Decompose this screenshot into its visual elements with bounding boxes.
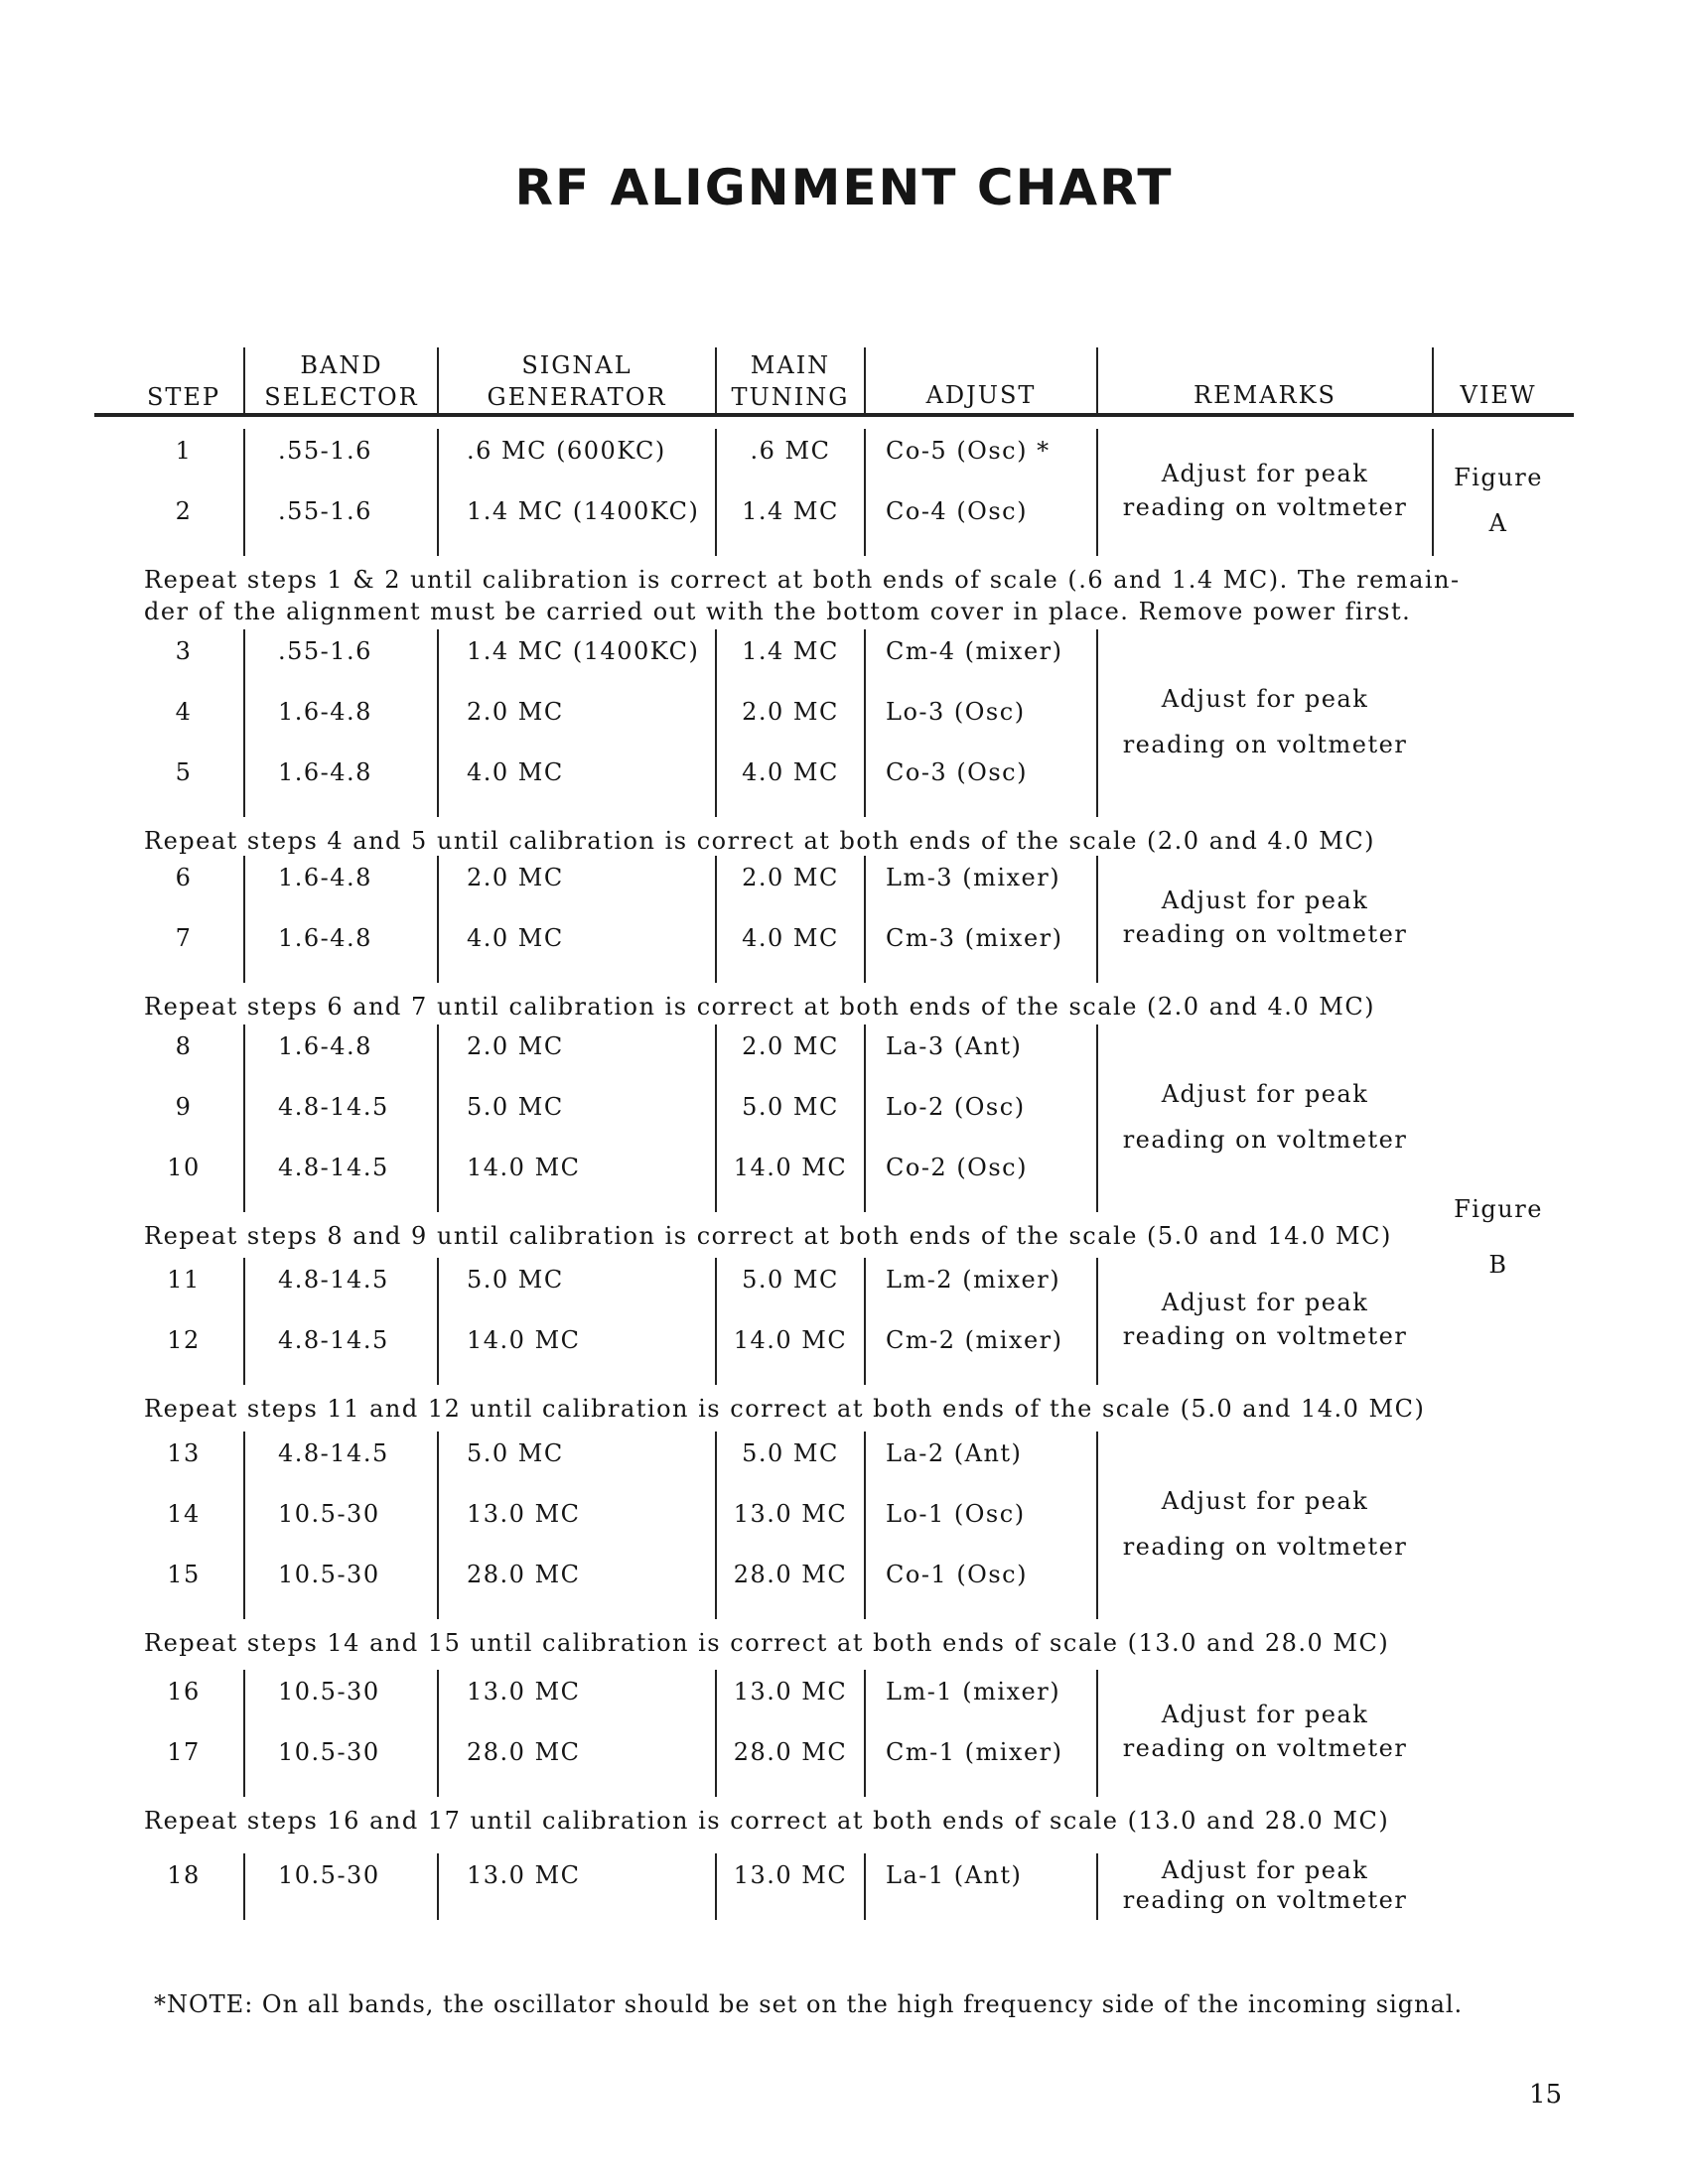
column-divider <box>437 856 439 983</box>
cell-remarks <box>1098 1698 1432 1765</box>
cell-tuning: 2.0 MC <box>742 864 839 891</box>
column-divider <box>243 856 245 983</box>
remarks-line: reading on voltmeter <box>1122 1322 1408 1350</box>
cell-step: 16 <box>167 1678 201 1706</box>
cell-step: 3 <box>175 637 193 665</box>
cell-signal: 2.0 MC <box>467 698 564 726</box>
cell-signal: 28.0 MC <box>467 1561 581 1588</box>
repeat-instruction <box>144 1627 1389 1659</box>
cell-signal: 1.4 MC (1400KC) <box>467 497 700 525</box>
cell-adjust: Cm-1 (mixer) <box>886 1738 1063 1766</box>
cell-adjust: Cm-3 (mixer) <box>886 924 1063 952</box>
column-divider <box>437 1853 439 1920</box>
cell-adjust: La-3 (Ant) <box>886 1032 1023 1060</box>
repeat-instruction <box>144 1805 1389 1837</box>
header-remarks: REMARKS <box>1194 381 1336 409</box>
cell-remarks <box>1098 1478 1432 1570</box>
cell-tuning: 4.0 MC <box>742 924 839 952</box>
cell-band: 1.6-4.8 <box>278 698 372 726</box>
cell-signal: 1.4 MC (1400KC) <box>467 637 700 665</box>
cell-tuning: 14.0 MC <box>733 1154 848 1181</box>
repeat-line: Repeat steps 1 & 2 until calibration is correct at both ends of scale (.6 and 1.4 MC). The remain- <box>144 566 1461 594</box>
cell-step: 5 <box>175 758 193 786</box>
cell-signal: 4.0 MC <box>467 758 564 786</box>
column-divider <box>864 1024 866 1212</box>
cell-band: .55-1.6 <box>278 437 372 465</box>
repeat-line: Repeat steps 4 and 5 until calibration is correct at both ends of the scale (2.0 and 4.0 MC) <box>144 827 1376 855</box>
view-figure-a: Figure A <box>1454 464 1543 537</box>
repeat-line: der of the alignment must be carried out with the bottom cover in place. Remove power first. <box>144 598 1412 625</box>
column-divider <box>437 1670 439 1797</box>
remarks-line: reading on voltmeter <box>1122 1885 1408 1914</box>
column-divider <box>864 1432 866 1619</box>
cell-band: 10.5-30 <box>278 1561 380 1588</box>
column-divider <box>864 429 866 556</box>
view-figure-b: Figure B <box>1454 1195 1543 1279</box>
repeat-line: Repeat steps 11 and 12 until calibration is correct at both ends of the scale (5.0 and 14.0 MC) <box>144 1395 1426 1423</box>
remarks-line: reading on voltmeter <box>1122 730 1408 758</box>
cell-remarks <box>1098 1286 1432 1353</box>
cell-adjust: Cm-4 (mixer) <box>886 637 1063 665</box>
header-band-selector: BAND SELECTOR <box>264 351 419 411</box>
cell-step: 17 <box>167 1738 201 1766</box>
remarks-line: reading on voltmeter <box>1122 1532 1408 1561</box>
cell-band: .55-1.6 <box>278 497 372 525</box>
cell-adjust: Co-3 (Osc) <box>886 758 1028 786</box>
page-number: 15 <box>1529 2080 1563 2110</box>
cell-step: 6 <box>175 864 193 891</box>
cell-band: 1.6-4.8 <box>278 758 372 786</box>
remarks-line: Adjust for peak <box>1161 1855 1369 1884</box>
cell-adjust: Lm-2 (mixer) <box>886 1266 1061 1294</box>
cell-band: 4.8-14.5 <box>278 1439 389 1467</box>
column-divider <box>243 429 245 556</box>
cell-signal: 13.0 MC <box>467 1500 581 1528</box>
remarks-line: reading on voltmeter <box>1122 493 1408 521</box>
cell-tuning: 1.4 MC <box>742 497 839 525</box>
cell-tuning: 28.0 MC <box>733 1738 848 1766</box>
header-column-divider <box>1432 347 1434 413</box>
cell-tuning: 5.0 MC <box>742 1439 839 1467</box>
cell-signal: 5.0 MC <box>467 1093 564 1121</box>
cell-band: 4.8-14.5 <box>278 1154 389 1181</box>
column-divider <box>243 1670 245 1797</box>
remarks-line: Adjust for peak <box>1161 1289 1369 1316</box>
cell-adjust: Co-1 (Osc) <box>886 1561 1028 1588</box>
cell-adjust: Lo-3 (Osc) <box>886 698 1026 726</box>
cell-signal: 5.0 MC <box>467 1266 564 1294</box>
repeat-line: Repeat steps 6 and 7 until calibration is correct at both ends of the scale (2.0 and 4.0 MC) <box>144 993 1376 1021</box>
cell-adjust: Co-2 (Osc) <box>886 1154 1028 1181</box>
header-column-divider <box>437 347 439 413</box>
repeat-instruction <box>144 991 1375 1023</box>
cell-band: 1.6-4.8 <box>278 924 372 952</box>
header-column-divider <box>715 347 717 413</box>
column-divider <box>243 1258 245 1385</box>
cell-tuning: 4.0 MC <box>742 758 839 786</box>
repeat-line: Repeat steps 8 and 9 until calibration is correct at both ends of the scale (5.0 and 14.0 MC) <box>144 1222 1392 1250</box>
cell-tuning: 2.0 MC <box>742 698 839 726</box>
cell-band: 4.8-14.5 <box>278 1326 389 1354</box>
remarks-line: Adjust for peak <box>1161 1701 1369 1728</box>
cell-step: 1 <box>175 437 193 465</box>
cell-remarks <box>1098 884 1432 951</box>
cell-band: 10.5-30 <box>278 1678 380 1706</box>
cell-adjust: Lm-3 (mixer) <box>886 864 1061 891</box>
page-title: RF ALIGNMENT CHART <box>514 159 1174 216</box>
cell-band: 10.5-30 <box>278 1500 380 1528</box>
header-adjust: ADJUST <box>925 381 1037 409</box>
column-divider <box>243 1432 245 1619</box>
cell-band: 4.8-14.5 <box>278 1266 389 1294</box>
repeat-instruction <box>144 1393 1425 1425</box>
cell-step: 4 <box>175 698 193 726</box>
header-signal-generator: SIGNAL GENERATOR <box>487 351 667 411</box>
cell-signal: 2.0 MC <box>467 864 564 891</box>
cell-adjust: Lo-1 (Osc) <box>886 1500 1026 1528</box>
remarks-line: Adjust for peak <box>1161 1486 1369 1515</box>
cell-adjust: Lo-2 (Osc) <box>886 1093 1026 1121</box>
cell-band: 4.8-14.5 <box>278 1093 389 1121</box>
cell-signal: .6 MC (600KC) <box>467 437 666 465</box>
header-column-divider <box>1096 347 1098 413</box>
cell-step: 13 <box>167 1439 201 1467</box>
cell-adjust: Lm-1 (mixer) <box>886 1678 1061 1706</box>
column-divider <box>437 1432 439 1619</box>
cell-tuning: 13.0 MC <box>733 1861 848 1889</box>
cell-signal: 28.0 MC <box>467 1738 581 1766</box>
cell-adjust: Cm-2 (mixer) <box>886 1326 1063 1354</box>
column-divider <box>243 1024 245 1212</box>
header-column-divider <box>243 347 245 413</box>
cell-tuning: 5.0 MC <box>742 1093 839 1121</box>
cell-remarks <box>1098 676 1432 767</box>
cell-band: 10.5-30 <box>278 1738 380 1766</box>
column-divider <box>864 1670 866 1797</box>
header-step: STEP <box>146 383 221 411</box>
column-divider <box>437 629 439 817</box>
cell-tuning: 5.0 MC <box>742 1266 839 1294</box>
repeat-line: Repeat steps 14 and 15 until calibration is correct at both ends of scale (13.0 and 28.0 MC) <box>144 1629 1390 1657</box>
cell-signal: 2.0 MC <box>467 1032 564 1060</box>
footnote: *NOTE: On all bands, the oscillator should be set on the high frequency side of the incoming signal. <box>154 1990 1464 2018</box>
cell-signal: 14.0 MC <box>467 1154 581 1181</box>
repeat-instruction <box>144 564 1461 627</box>
column-divider <box>864 629 866 817</box>
cell-signal: 13.0 MC <box>467 1678 581 1706</box>
remarks-line: Adjust for peak <box>1161 460 1369 487</box>
repeat-instruction <box>144 825 1375 857</box>
cell-signal: 5.0 MC <box>467 1439 564 1467</box>
remarks-line: reading on voltmeter <box>1122 1734 1408 1762</box>
cell-band: .55-1.6 <box>278 637 372 665</box>
cell-adjust: La-2 (Ant) <box>886 1439 1023 1467</box>
cell-step: 8 <box>175 1032 193 1060</box>
header-column-divider <box>864 347 866 413</box>
cell-adjust: La-1 (Ant) <box>886 1861 1023 1889</box>
cell-step: 7 <box>175 924 193 952</box>
column-divider <box>864 1258 866 1385</box>
header-main-tuning: MAIN TUNING <box>731 351 850 411</box>
cell-tuning: 13.0 MC <box>733 1678 848 1706</box>
remarks-line: reading on voltmeter <box>1122 920 1408 948</box>
cell-step: 18 <box>167 1861 201 1889</box>
cell-tuning: 28.0 MC <box>733 1561 848 1588</box>
repeat-line: Repeat steps 16 and 17 until calibration is correct at both ends of scale (13.0 and 28.0 MC) <box>144 1807 1390 1835</box>
cell-step: 11 <box>167 1266 201 1294</box>
repeat-instruction <box>144 1220 1392 1252</box>
cell-step: 2 <box>175 497 193 525</box>
cell-step: 10 <box>167 1154 201 1181</box>
cell-step: 15 <box>167 1561 201 1588</box>
column-divider <box>864 1853 866 1920</box>
header-rule <box>94 413 1574 417</box>
column-divider <box>437 1024 439 1212</box>
cell-remarks <box>1098 1071 1432 1162</box>
cell-band: 1.6-4.8 <box>278 864 372 891</box>
remarks-line: reading on voltmeter <box>1122 1125 1408 1154</box>
cell-step: 9 <box>175 1093 193 1121</box>
cell-adjust: Co-5 (Osc) * <box>886 437 1051 465</box>
remarks-line: Adjust for peak <box>1161 887 1369 914</box>
cell-tuning: 14.0 MC <box>733 1326 848 1354</box>
column-divider <box>243 1853 245 1920</box>
cell-step: 12 <box>167 1326 201 1354</box>
cell-tuning: 13.0 MC <box>733 1500 848 1528</box>
cell-step: 14 <box>167 1500 201 1528</box>
cell-band: 10.5-30 <box>278 1861 380 1889</box>
cell-signal: 13.0 MC <box>467 1861 581 1889</box>
column-divider <box>243 629 245 817</box>
cell-adjust: Co-4 (Osc) <box>886 497 1028 525</box>
cell-remarks <box>1098 457 1432 524</box>
remarks-line: Adjust for peak <box>1161 1079 1369 1108</box>
cell-tuning: 2.0 MC <box>742 1032 839 1060</box>
cell-tuning: .6 MC <box>750 437 831 465</box>
cell-band: 1.6-4.8 <box>278 1032 372 1060</box>
cell-remarks <box>1098 1855 1432 1915</box>
column-divider <box>437 1258 439 1385</box>
cell-signal: 4.0 MC <box>467 924 564 952</box>
remarks-line: Adjust for peak <box>1161 684 1369 713</box>
column-divider <box>864 856 866 983</box>
header-view: VIEW <box>1460 381 1537 409</box>
cell-signal: 14.0 MC <box>467 1326 581 1354</box>
cell-tuning: 1.4 MC <box>742 637 839 665</box>
column-divider <box>437 429 439 556</box>
